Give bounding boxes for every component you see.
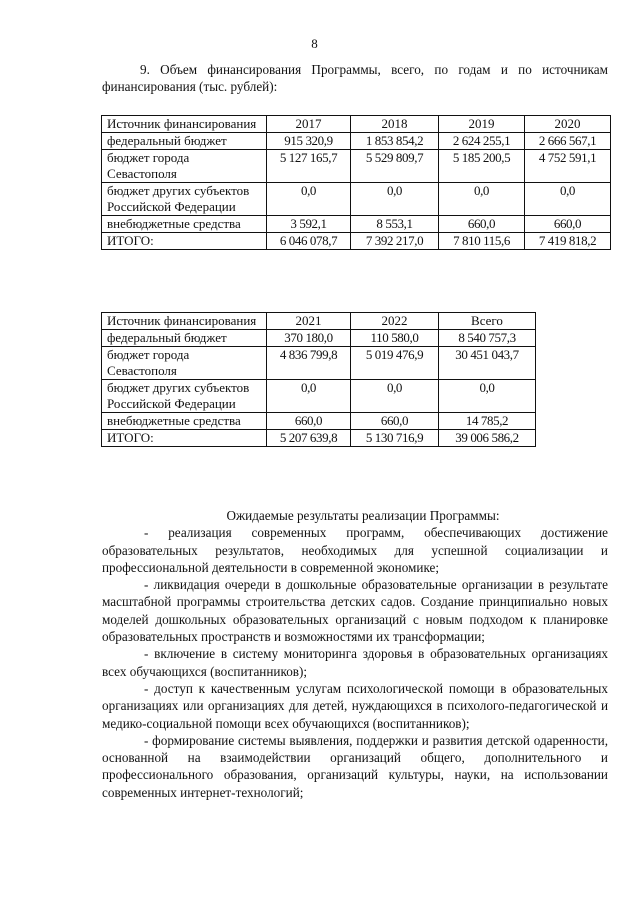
row-label: бюджет города Севастополя: [102, 347, 267, 380]
table-cell: 660,0: [267, 413, 351, 430]
table-cell: 7 419 818,2: [525, 233, 611, 250]
page-number: 8: [311, 36, 318, 51]
funding-table-2017-2020: [101, 115, 611, 250]
header-cell: 2019: [439, 116, 525, 133]
row-label: внебюджетные средства: [102, 413, 267, 430]
table-cell: 5 130 716,9: [351, 430, 439, 447]
table-cell: 39 006 586,2: [439, 430, 536, 447]
table-cell: 0,0: [525, 183, 611, 216]
table-cell: 4 836 799,8: [267, 347, 351, 380]
row-label: внебюджетные средства: [102, 216, 267, 233]
row-label: ИТОГО:: [102, 430, 267, 447]
table-cell: 0,0: [351, 183, 439, 216]
table-cell: 660,0: [525, 216, 611, 233]
row-label: бюджет других субъектов Российской Федерации: [102, 183, 267, 216]
table-cell: 660,0: [439, 216, 525, 233]
table-cell: 2 624 255,1: [439, 133, 525, 150]
table-cell: 5 019 476,9: [351, 347, 439, 380]
expected-results-section: [102, 507, 608, 801]
table-row: [102, 150, 611, 183]
table-cell: 0,0: [439, 380, 536, 413]
table-row: [102, 380, 536, 413]
table-row: [102, 133, 611, 150]
table-header-row: [102, 313, 536, 330]
table-row: [102, 413, 536, 430]
table-cell: 7 392 217,0: [351, 233, 439, 250]
table-row: [102, 216, 611, 233]
section-heading: 9. Объем финансирования Программы, всего, по годам и по источникам финансирования (тыс. рублей):: [102, 62, 608, 94]
table-cell: 370 180,0: [267, 330, 351, 347]
table-row: [102, 183, 611, 216]
result-item: - реализация современных программ, обеспечивающих достижение образовательных результатов, необходимых для успешной социализации и профессиональной деятельности в современной экономике;: [102, 525, 608, 575]
row-label: бюджет города Севастополя: [102, 150, 267, 183]
table-cell: 2 666 567,1: [525, 133, 611, 150]
table-cell: 0,0: [439, 183, 525, 216]
table-total-row: [102, 430, 536, 447]
table-cell: 0,0: [351, 380, 439, 413]
table-cell: 30 451 043,7: [439, 347, 536, 380]
result-item: - формирование системы выявления, поддержки и развития детской одаренности, основанной на взаимодействии организаций общего, дополнительного и профессионального образования, организаций культуры, науки, на использовании современных интернет-технологий;: [102, 732, 608, 800]
header-cell: 2018: [351, 116, 439, 133]
header-cell: 2022: [351, 313, 439, 330]
table-cell: 0,0: [267, 183, 351, 216]
table-cell: 8 553,1: [351, 216, 439, 233]
table-cell: 5 529 809,7: [351, 150, 439, 183]
table-row: [102, 330, 536, 347]
header-cell: 2020: [525, 116, 611, 133]
result-item: - ликвидация очереди в дошкольные образовательные организации в результате масштабной программы строительства детских садов. Создание принципиально новых моделей дошкольных образовательных организаций с новым подходом к планировке образовательных пространств и возможностями их трансформации;: [102, 577, 608, 645]
result-item: - доступ к качественным услугам психологической помощи в образовательных организациях или организациях для детей, нуждающихся в психолого-педагогической и медико-социальной помощи всех обучающихся (воспитанников);: [102, 680, 608, 731]
table-cell: 660,0: [351, 413, 439, 430]
table-cell: 1 853 854,2: [351, 133, 439, 150]
table-cell: 0,0: [267, 380, 351, 413]
table-row: [102, 347, 536, 380]
table-total-row: [102, 233, 611, 250]
table-cell: 5 127 165,7: [267, 150, 351, 183]
table-cell: 5 185 200,5: [439, 150, 525, 183]
header-cell: 2017: [267, 116, 351, 133]
result-item: - включение в систему мониторинга здоровья в образовательных организациях всех обучающихся (воспитанников);: [102, 646, 608, 679]
funding-table-2021-2022-total: [101, 312, 536, 447]
table-cell: 110 580,0: [351, 330, 439, 347]
table-header-row: [102, 116, 611, 133]
results-title: Ожидаемые результаты реализации Программы:: [226, 508, 500, 523]
header-cell: Источник финансирования: [102, 116, 267, 133]
header-cell: Источник финансирования: [102, 313, 267, 330]
table-cell: 915 320,9: [267, 133, 351, 150]
table-cell: 6 046 078,7: [267, 233, 351, 250]
table-cell: 5 207 639,8: [267, 430, 351, 447]
header-cell: 2021: [267, 313, 351, 330]
table-cell: 8 540 757,3: [439, 330, 536, 347]
table-cell: 4 752 591,1: [525, 150, 611, 183]
row-label: федеральный бюджет: [102, 133, 267, 150]
table-cell: 14 785,2: [439, 413, 536, 430]
header-cell: Всего: [439, 313, 536, 330]
table-cell: 7 810 115,6: [439, 233, 525, 250]
row-label: федеральный бюджет: [102, 330, 267, 347]
row-label: ИТОГО:: [102, 233, 267, 250]
table-cell: 3 592,1: [267, 216, 351, 233]
row-label: бюджет других субъектов Российской Федерации: [102, 380, 267, 413]
